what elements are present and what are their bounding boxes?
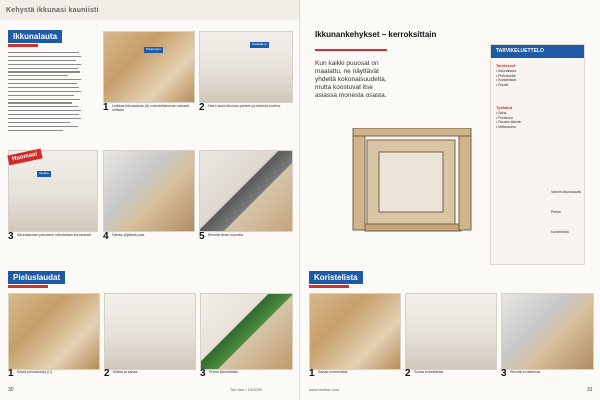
step-number: 1 xyxy=(309,368,315,379)
step-number: 3 xyxy=(501,368,507,379)
step-caption: Hiero lauta ikkunan-pieleen ja tarkista sovitus. xyxy=(208,104,282,108)
list-item: • Koristelistat xyxy=(496,78,580,83)
page-number: 31 xyxy=(587,387,593,393)
right-page xyxy=(301,0,600,400)
intro-text: Kun kaikki puuosat on maalattu, ne näyttävät yhdeltä kokonaisuudelta, mutta koostuvat itse asiassa monesta osasta. xyxy=(315,60,387,99)
window-frame-diagram xyxy=(315,128,585,238)
list-item: • Ruuvinväännin xyxy=(496,120,580,125)
photo-label: Pohja kipsi xyxy=(146,47,161,51)
warning-badge: Huomaa! xyxy=(7,149,42,166)
glass-area xyxy=(379,152,443,212)
step-caption: Mittaa ja sahaa. xyxy=(113,370,139,374)
callout-pielus: Pielus xyxy=(551,210,561,214)
materials-list xyxy=(496,69,580,88)
page-title: Ikkunankehykset – kerroksittain xyxy=(315,30,437,39)
section-title-koristelista: Koristelista xyxy=(309,271,363,284)
step-caption: Pielus kiinnitetään. xyxy=(209,370,239,374)
photo-step1 xyxy=(103,31,195,103)
photo-koriste-3 xyxy=(501,293,594,370)
section-underline xyxy=(309,285,349,288)
photo-koriste-1 xyxy=(309,293,401,370)
step-number: 1 xyxy=(103,102,109,113)
section-underline xyxy=(8,44,38,47)
photo-step4 xyxy=(103,150,195,232)
step-number: 2 xyxy=(199,102,205,113)
step-caption: Sovita koristelistat. xyxy=(414,370,444,374)
sill xyxy=(365,224,461,231)
step-number: 2 xyxy=(405,368,411,379)
sidebar-title: TARVIKELUETTELO xyxy=(491,45,584,58)
step-caption: Käytä pielusledoja (C). xyxy=(17,370,54,374)
left-casing xyxy=(353,134,365,230)
step-number: 2 xyxy=(104,368,110,379)
step-caption: Kiinnitä lauta ruuveilla. xyxy=(208,233,244,237)
step-number: 3 xyxy=(200,368,206,379)
step-caption: Leikkaa ikkunalauta (A) mahdollisimman tarkasti mittaan. xyxy=(112,104,189,113)
step-caption: Sahaa koristelistat. xyxy=(318,370,349,374)
photo-label: Istukkalevy xyxy=(252,42,267,46)
step-caption: Ikkunalaudan pituuteen mitoitetaan korvaukset. xyxy=(17,233,93,237)
photo-step5 xyxy=(199,150,293,232)
photo-pielus-3 xyxy=(200,293,293,370)
magazine-footer: www.teeitse.com xyxy=(309,387,340,392)
step-caption: Kiinnitä koristelista. xyxy=(510,370,541,374)
step-number: 4 xyxy=(103,231,109,242)
section-title-ikkunalauta: Ikkunalauta xyxy=(8,30,62,43)
page-number: 30 xyxy=(8,387,14,393)
callout-koristelista: Koristelista xyxy=(551,230,569,234)
head-casing xyxy=(353,128,471,136)
list-item: • Mittanauha xyxy=(496,125,580,130)
list-item: • Ruuvit xyxy=(496,83,580,88)
materials-title: Tarvikkeet xyxy=(496,63,516,68)
step-number: 1 xyxy=(8,368,14,379)
title-underline xyxy=(315,49,387,51)
list-item: • Ikkunalauta xyxy=(496,69,580,74)
photo-label: Istukka xyxy=(39,171,49,175)
step-number: 5 xyxy=(199,231,205,242)
right-casing xyxy=(459,134,471,230)
section-underline xyxy=(8,285,48,288)
magazine-footer: Tee Itse • 10/2009 xyxy=(230,387,263,392)
list-item: • Saha xyxy=(496,111,580,116)
tools-title: Työkalut xyxy=(496,105,513,110)
photo-pielus-2 xyxy=(104,293,196,370)
section-title-pielus: Pieluslaudat xyxy=(8,271,65,284)
photo-pielus-1 xyxy=(8,293,100,370)
photo-koriste-2 xyxy=(405,293,497,370)
list-item: • Pielulaudat xyxy=(496,74,580,79)
callout-valmis: Valmis ikkunalauta xyxy=(551,190,581,194)
header-kicker: Kehystä ikkunasi kauniisti xyxy=(6,7,99,14)
photo-step2 xyxy=(199,31,293,103)
step-caption: Sahaa ylijäämä pois. xyxy=(112,233,146,237)
step-number: 3 xyxy=(8,231,14,242)
tools-list xyxy=(496,111,580,130)
body-text-col1 xyxy=(8,52,81,133)
list-item: • Porakone xyxy=(496,116,580,121)
